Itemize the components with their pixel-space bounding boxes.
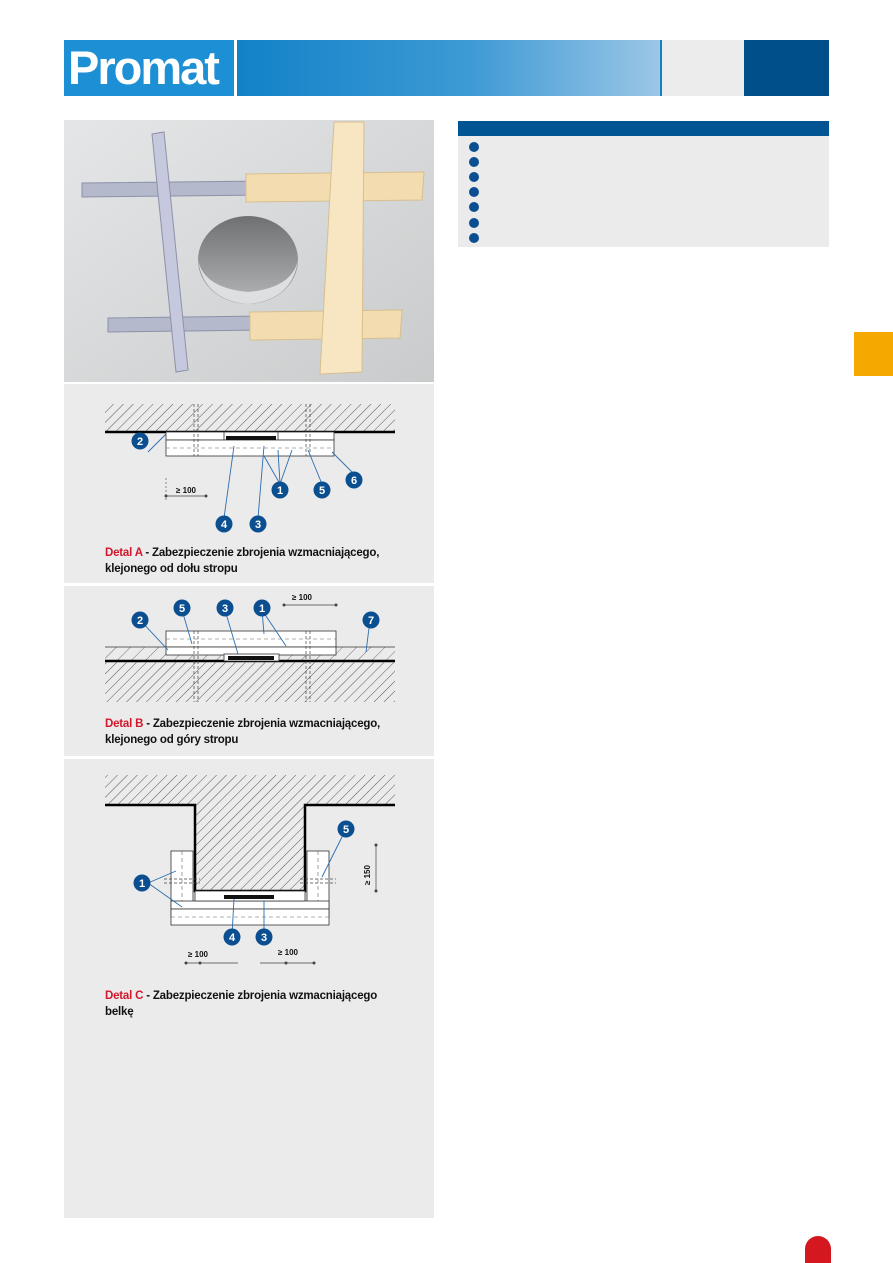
bullet-icon bbox=[469, 187, 479, 197]
bullet-icon bbox=[469, 202, 479, 212]
header-dark-block bbox=[744, 40, 829, 96]
bullet-icon bbox=[469, 157, 479, 167]
svg-text:3: 3 bbox=[254, 519, 262, 531]
callout-2 bbox=[132, 612, 149, 629]
callout-5 bbox=[314, 482, 331, 499]
detail-c-label: Detal C bbox=[105, 990, 144, 1002]
promat-logo bbox=[64, 40, 234, 96]
bullet-icon bbox=[469, 142, 479, 152]
list-item bbox=[469, 200, 829, 215]
bullet-list bbox=[458, 136, 829, 245]
list-item bbox=[469, 154, 829, 169]
callout-5 bbox=[174, 600, 191, 617]
bullet-icon bbox=[469, 172, 479, 182]
detail-b-caption-line2: klejonego od góry stropu bbox=[105, 734, 239, 746]
logo-text: Promat bbox=[68, 41, 218, 94]
dimension-label: ≥ 100 bbox=[188, 950, 208, 959]
callout-6 bbox=[346, 472, 363, 489]
svg-text:1: 1 bbox=[138, 878, 146, 890]
dimension-label: ≥ 100 bbox=[278, 948, 298, 957]
list-item bbox=[469, 185, 829, 200]
svg-text:4: 4 bbox=[228, 932, 236, 944]
svg-text:3: 3 bbox=[260, 932, 268, 944]
svg-text:1: 1 bbox=[258, 603, 266, 615]
svg-text:4: 4 bbox=[220, 519, 228, 531]
callout-4 bbox=[216, 516, 233, 533]
callout-2 bbox=[132, 433, 149, 450]
detail-c-drawing bbox=[64, 759, 434, 999]
detail-a-label: Detal A bbox=[105, 547, 143, 559]
list-item bbox=[469, 230, 829, 245]
callout-3 bbox=[256, 929, 273, 946]
callout-3 bbox=[250, 516, 267, 533]
svg-text:3: 3 bbox=[221, 603, 229, 615]
svg-text:5: 5 bbox=[318, 485, 326, 497]
header-band bbox=[237, 40, 660, 96]
detail-a-caption bbox=[105, 545, 379, 577]
list-item bbox=[469, 215, 829, 230]
callout-1 bbox=[134, 875, 151, 892]
svg-text:5: 5 bbox=[178, 603, 186, 615]
callout-1 bbox=[254, 600, 271, 617]
detail-c-panel bbox=[64, 759, 434, 1218]
svg-text:2: 2 bbox=[136, 615, 144, 627]
callout-5 bbox=[338, 821, 355, 838]
callout-3 bbox=[217, 600, 234, 617]
callout-7 bbox=[363, 612, 380, 629]
dimension-label: ≥ 100 bbox=[292, 593, 312, 602]
dimension-label: ≥ 150 bbox=[363, 865, 372, 885]
svg-text:2: 2 bbox=[136, 436, 144, 448]
svg-text:7: 7 bbox=[367, 615, 375, 627]
detail-a-panel bbox=[64, 384, 434, 583]
detail-b-caption-line1: - Zabezpieczenie zbrojenia wzmacniającego, bbox=[143, 718, 381, 730]
svg-text:5: 5 bbox=[342, 824, 350, 836]
detail-c-caption-line1: - Zabezpieczenie zbrojenia wzmacniającego bbox=[143, 990, 378, 1002]
callout-4 bbox=[224, 929, 241, 946]
svg-text:6: 6 bbox=[350, 475, 358, 487]
detail-a-caption-line1: - Zabezpieczenie zbrojenia wzmacniającego, bbox=[142, 547, 380, 559]
dimension-label: ≥ 100 bbox=[176, 486, 196, 495]
bullet-list-box bbox=[458, 121, 829, 247]
detail-b-caption bbox=[105, 716, 380, 748]
bullet-icon bbox=[469, 233, 479, 243]
bullet-icon bbox=[469, 218, 479, 228]
photo-illustration bbox=[64, 120, 434, 382]
list-item bbox=[469, 169, 829, 184]
detail-c-caption-line2: belkę bbox=[105, 1006, 134, 1018]
section-tab bbox=[854, 332, 893, 376]
detail-b-label: Detal B bbox=[105, 718, 144, 730]
detail-c-caption bbox=[105, 988, 377, 1020]
list-header-bar bbox=[458, 121, 829, 136]
list-item bbox=[469, 139, 829, 154]
detail-a-caption-line2: klejonego od dołu stropu bbox=[105, 563, 238, 575]
ceiling-reinforcement-photo bbox=[64, 120, 434, 382]
detail-b-panel bbox=[64, 586, 434, 756]
svg-text:1: 1 bbox=[276, 485, 284, 497]
callout-1 bbox=[272, 482, 289, 499]
page-mark bbox=[805, 1236, 831, 1263]
header-gap bbox=[660, 40, 744, 96]
